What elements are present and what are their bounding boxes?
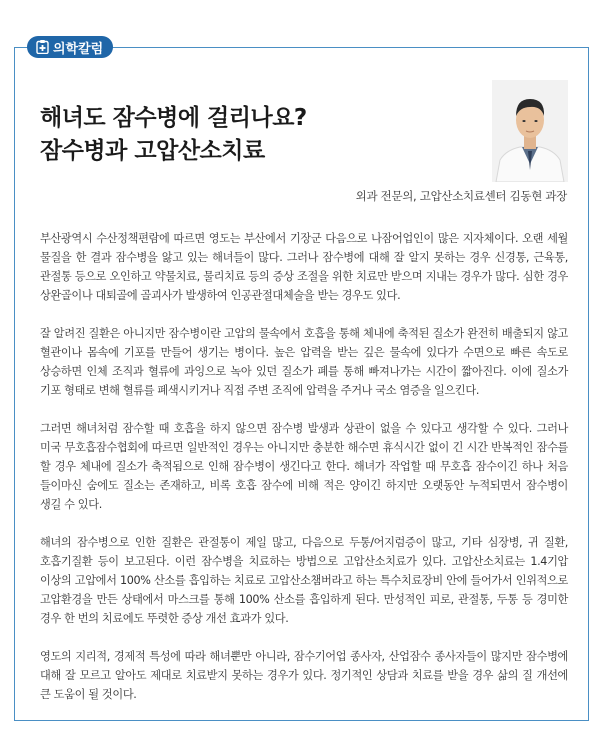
title-line-1: 해녀도 잠수병에 걸리나요? (40, 105, 307, 131)
category-label: 의학칼럼 (53, 41, 104, 57)
author-photo (492, 80, 568, 182)
clipboard-cross-icon (35, 40, 49, 54)
paragraph-4: 해녀의 잠수병으로 인한 질환은 관절통이 제일 많고, 다음으로 두통/어지럼증이 많고, 기타 심장병, 귀 질환, 호흡기질환 등이 보고된다. 이런 잠수병을 치료하는 방법으로 고압산소치료가 있다. 고압산소치료는 1.4기압 이상의 고압에서 100% 산소를 흡입하는 치료로 고압산소챔버라고 하는 특수치료장비 안에 들어가서 인위적으로 고압환경을 만든 상태에서 마스크를 통해 100% 산소를 흡입하게 된다. 만성적인 피로, 관절통, 두통 등 경미한 경우 한 번의 치료에도 뚜렷한 증상 개선 효과가 있다. (40, 536, 568, 625)
paragraph-2: 잘 알려진 질환은 아니지만 잠수병이란 고압의 물속에서 호흡을 통해 체내에 축적된 질소가 완전히 배출되지 않고 혈관이나 몸속에 기포를 만들어 생기는 병이다. 높은 압력을 받는 깊은 물속에 있다가 수면으로 빠른 속도로 상승하면 인체 조직과 혈류에 과잉으로 녹아 있던 질소가 폐를 통해 빠져나가는 시간이 짧아진다. 이에 질소가 기포 형태로 변해 혈류를 폐색시키거나 직접 주변 조직에 압력을 주거나 국소 염증을 일으킨다. (40, 327, 568, 397)
author-byline: 외과 전문의, 고압산소치료센터 김동현 과장 (355, 189, 567, 203)
paragraph-3: 그러면 해녀처럼 잠수할 때 호흡을 하지 않으면 잠수병 발생과 상관이 없을 수 있다고 생각할 수 있다. 그러나 미국 무호흡잠수협회에 따르면 일반적인 경우는 아니지만 충분한 해수면 휴식시간 없이 긴 시간 반복적인 잠수를 할 경우 체내에 질소가 축적됨으로 인해 잠수병이 생긴다고 한다. 해녀가 작업할 때 무호흡 잠수이긴 하나 처음 들이마신 숨에도 질소는 존재하고, 비록 호흡 잠수에 비해 적은 양이긴 하지만 오랫동안 누적되면서 잠수병이 생길 수 있다. (40, 422, 568, 511)
title-line-2: 잠수병과 고압산소치료 (40, 138, 265, 164)
paragraph-1: 부산광역시 수산정책편람에 따르면 영도는 부산에서 기장군 다음으로 나잠어업인이 많은 지자체이다. 오랜 세월 물질을 한 결과 잠수병을 앓고 있는 해녀들이 많다. 그러나 잠수병에 대해 잘 알지 못하는 경우 신경통, 근육통, 관절통 등으로 오인하고 약물치료, 물리치료 등의 증상 조절을 위한 치료만 받으며 지내는 경우가 많다. 심한 경우 상완골이나 대퇴골에 골괴사가 발생하여 인공관절대체술을 받는 경우도 있다. (40, 232, 568, 302)
article-title (40, 102, 307, 168)
paragraph-5: 영도의 지리적, 경제적 특성에 따라 해녀뿐만 아니라, 잠수기어업 종사자, 산업잠수 종사자들이 많지만 잠수병에 대해 잘 모르고 알아도 제대로 치료받지 못하는 경우가 있다. 정기적인 상담과 치료를 받을 경우 삶의 질 개선에 큰 도움이 될 것이다. (40, 650, 568, 701)
article-body (40, 229, 568, 723)
category-badge (27, 36, 113, 58)
